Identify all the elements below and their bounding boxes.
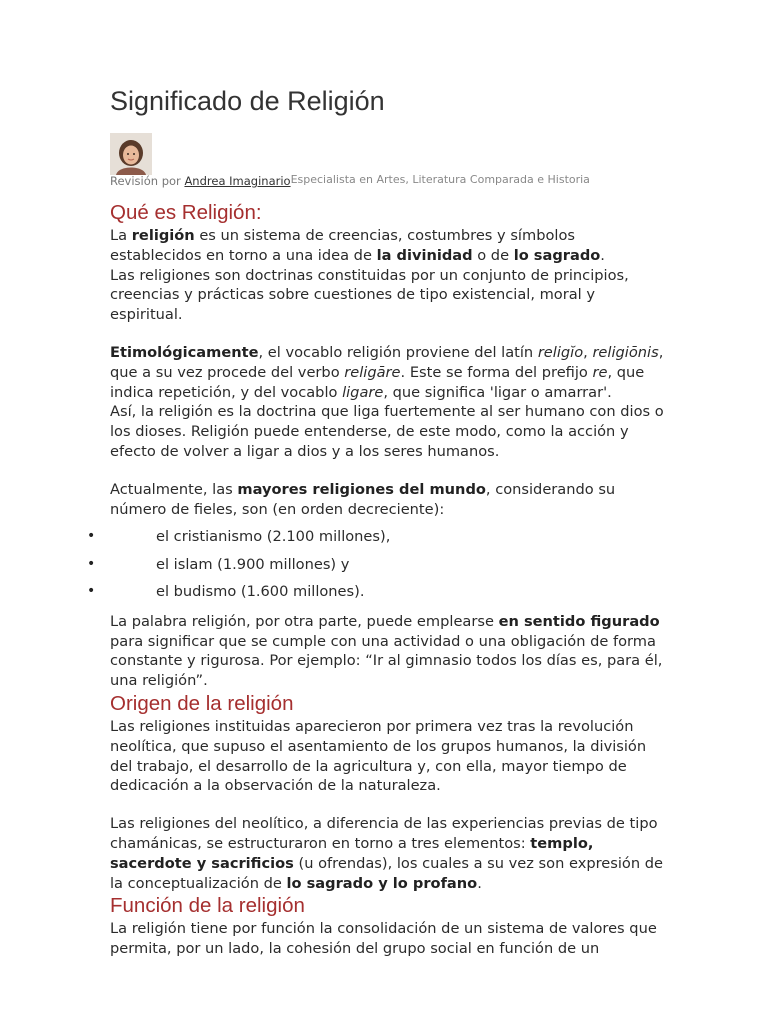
section-heading-origen: Origen de la religión <box>110 692 294 716</box>
page-title: Significado de Religión <box>110 86 385 116</box>
paragraph: Las religiones del neolítico, a diferencia de las experiencias previas de tipo chamánicas, se estructuraron en torno a tres elementos: templo, sacerdote y sacrificios (u ofrendas), los cuales a su vez son expresión de la conceptualización de lo sagrado y lo profano. <box>110 815 663 892</box>
author-link[interactable]: Andrea Imaginario <box>184 174 291 188</box>
byline-prefix: Revisión por <box>110 174 185 188</box>
paragraph: Las religiones son doctrinas constituidas por un conjunto de principios, creencias y prácticas sobre cuestiones de tipo existencial, moral y espiritual. <box>110 266 629 324</box>
paragraph: Etimológicamente, el vocablo religión proviene del latín religĭo, religiōnis, que a su vez procede del verbo religāre. Este se forma del prefijo re, que indica repetición, y del vocablo ligare, que significa 'ligar o amarrar'. <box>110 343 664 401</box>
paragraph: Las religiones instituidas aparecieron por primera vez tras la revolución neolítica, que supuso el asentamiento de los grupos humanos, la división del trabajo, el desarrollo de la agricultura y, con ella, mayor tiempo de dedicación a la observación de la naturaleza. <box>110 718 647 795</box>
author-role: Especialista en Artes, Literatura Comparada e Historia <box>290 173 590 186</box>
bullet-icon: • <box>87 583 96 600</box>
author-photo-icon <box>110 133 152 175</box>
section-heading-funcion: Función de la religión <box>110 894 305 918</box>
bullet-icon: • <box>87 528 96 545</box>
paragraph: La religión es un sistema de creencias, costumbres y símbolos establecidos en torno a una idea de la divinidad o de lo sagrado. <box>110 227 605 264</box>
section-heading-que-es: Qué es Religión: <box>110 201 262 224</box>
list-item: • el cristianismo (2.100 millones), <box>80 523 670 551</box>
bullet-icon: • <box>87 555 96 572</box>
paragraph: Así, la religión es la doctrina que liga fuertemente al ser humano con dios o los dioses. Religión puede entenderse, de este modo, como la acción y efecto de volver a ligar a dios y a los seres humanos. <box>110 403 664 460</box>
paragraph: Actualmente, las mayores religiones del mundo, considerando su número de fieles, son (en orden decreciente): <box>110 480 616 518</box>
byline <box>110 174 710 188</box>
list-item: • el islam (1.900 millones) y <box>80 551 670 579</box>
religions-list <box>80 523 670 606</box>
author-avatar <box>110 133 152 175</box>
paragraph: La religión tiene por función la consolidación de un sistema de valores que permita, por un lado, la cohesión del grupo social en función de un <box>110 920 657 958</box>
list-item: • el budismo (1.600 millones). <box>80 578 670 606</box>
article-body <box>87 200 670 959</box>
paragraph: La palabra religión, por otra parte, puede emplearse en sentido figurado para significar que se cumple con una actividad o una obligación de forma constante y rigurosa. Por ejemplo: “Ir al gimnasio todos los días es, para él, una religión”. <box>110 612 663 690</box>
